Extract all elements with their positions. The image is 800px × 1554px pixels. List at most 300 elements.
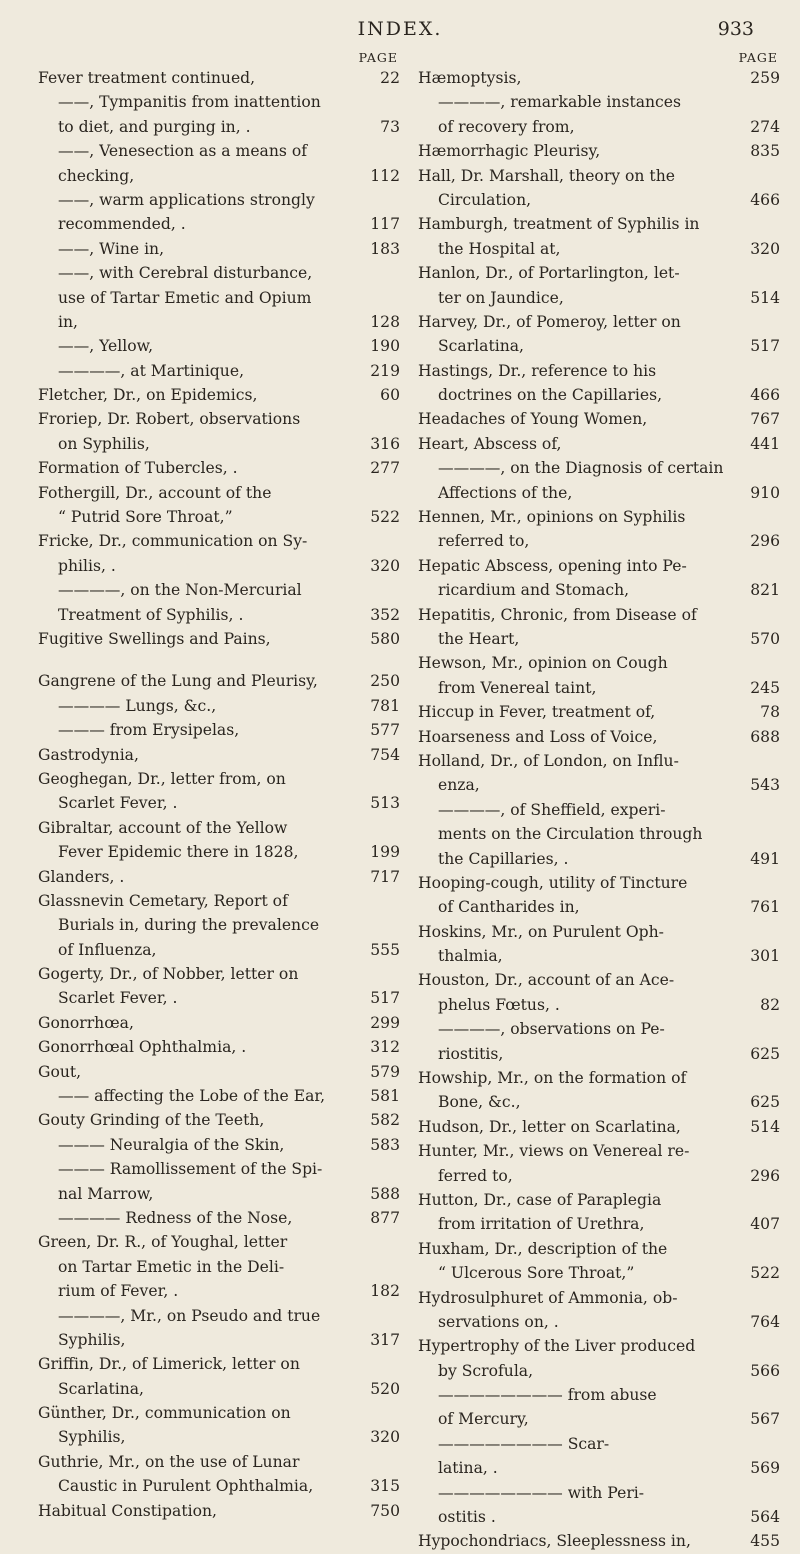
- index-entry: [38, 334, 400, 358]
- index-entry-page: 190: [370, 337, 400, 356]
- index-entry-text: Hall, Dr. Marshall, theory on the: [418, 166, 675, 185]
- index-entry-page: 245: [750, 678, 780, 697]
- index-entry-text: ments on the Circulation through: [438, 825, 703, 844]
- index-entry-text: Hennen, Mr., opinions on Syphilis: [418, 508, 686, 527]
- index-entry: [38, 840, 400, 864]
- index-entry-text: Gangrene of the Lung and Pleurisy,: [38, 672, 318, 691]
- index-entry-text: Hypochondriacs, Sleeplessness in,: [418, 1532, 691, 1551]
- index-entry: [38, 1133, 400, 1157]
- index-entry-text: ferred to,: [438, 1166, 513, 1185]
- index-entry-text: of Mercury,: [438, 1410, 529, 1429]
- index-entry-text: Heart, Abscess of,: [418, 434, 562, 453]
- index-entry-text: Bone, &c.,: [438, 1093, 521, 1112]
- index-entry: [38, 767, 400, 791]
- index-entry: [38, 1425, 400, 1449]
- index-entry-text: ——, Wine in,: [58, 239, 165, 258]
- index-entry-page: 910: [750, 483, 780, 502]
- index-entry-page: 466: [750, 386, 780, 405]
- index-entry: [38, 286, 400, 310]
- index-entry-text: Hepatitis, Chronic, from Disease of: [418, 605, 697, 624]
- index-entry-text: Griffin, Dr., of Limerick, letter on: [38, 1355, 300, 1374]
- index-entry-text: Treatment of Syphilis, .: [58, 605, 244, 624]
- index-entry: [38, 432, 400, 456]
- index-entry-page: 352: [370, 605, 400, 624]
- index-entry-text: ——, Venesection as a means of: [58, 142, 308, 161]
- index-entry-page: 296: [750, 532, 780, 551]
- index-entry: [418, 1017, 780, 1041]
- index-entry-text: Holland, Dr., of London, on Influ-: [418, 751, 679, 770]
- index-entry-text: Habitual Constipation,: [38, 1501, 217, 1520]
- index-entry: [38, 1474, 400, 1498]
- index-entry-page: 317: [370, 1330, 400, 1349]
- index-entry: [38, 1108, 400, 1132]
- index-entry-text: Circulation,: [438, 190, 532, 209]
- index-entry-page: 316: [370, 434, 400, 453]
- index-entry-page: 513: [370, 794, 400, 813]
- index-entry-text: ————, remarkable instances: [438, 93, 682, 112]
- index-entry-text: referred to,: [438, 532, 530, 551]
- index-entry-page: 514: [750, 288, 780, 307]
- index-entry-text: Houston, Dr., account of an Ace-: [418, 971, 675, 990]
- index-entry: [38, 962, 400, 986]
- index-entry: [38, 456, 400, 480]
- index-entry: [418, 1310, 780, 1334]
- index-entry: [418, 1164, 780, 1188]
- index-entry: [38, 237, 400, 261]
- index-entry-text: Hudson, Dr., letter on Scarlatina,: [418, 1117, 681, 1136]
- index-entry-text: Froriep, Dr. Robert, observations: [38, 410, 301, 429]
- index-entry-text: ostitis .: [438, 1508, 496, 1527]
- index-entry: [38, 694, 400, 718]
- index-entry-page: 577: [370, 721, 400, 740]
- index-entry-text: Hamburgh, treatment of Syphilis in: [418, 215, 700, 234]
- index-entry-page: 761: [750, 898, 780, 917]
- index-entry-text: to diet, and purging in, .: [58, 117, 251, 136]
- index-entry-text: Huxham, Dr., description of the: [418, 1239, 668, 1258]
- index-entry-text: of Cantharides in,: [438, 898, 580, 917]
- index-entry: [418, 1529, 780, 1553]
- index-entry-text: on Syphilis,: [58, 434, 150, 453]
- index-entry: [418, 700, 780, 724]
- index-entry-page: 259: [750, 69, 780, 87]
- index-entry-text: nal Marrow,: [58, 1184, 154, 1203]
- index-entry-text: Syphilis,: [58, 1330, 126, 1349]
- index-entry-text: ——— Neuralgia of the Skin,: [58, 1135, 285, 1154]
- index-entry-text: Hastings, Dr., reference to his: [418, 361, 657, 380]
- index-entry-text: enza,: [438, 776, 480, 795]
- index-entry: [38, 1352, 400, 1376]
- index-entry: [418, 1090, 780, 1114]
- index-entry-page: 277: [370, 459, 400, 478]
- index-entry: [418, 1237, 780, 1261]
- index-entry: [418, 456, 780, 480]
- index-entry-page: 625: [750, 1093, 780, 1112]
- index-entry-page: 821: [750, 581, 780, 600]
- index-entry: [38, 383, 400, 407]
- index-entry: [418, 115, 780, 139]
- index-entry: [38, 481, 400, 505]
- index-entry-text: ———— Redness of the Nose,: [58, 1208, 293, 1227]
- index-entry: [418, 529, 780, 553]
- index-entry: [38, 90, 400, 114]
- index-entry-text: Scarlatina,: [58, 1379, 145, 1398]
- index-entry: [38, 913, 400, 937]
- index-entry: [38, 669, 400, 693]
- index-entry: [418, 1139, 780, 1163]
- index-entry-text: —— affecting the Lobe of the Ear,: [58, 1087, 326, 1106]
- index-entry-page: 580: [370, 629, 400, 648]
- index-column-left: [38, 50, 400, 1523]
- index-entry-text: ricardium and Stomach,: [438, 581, 630, 600]
- index-entry: [418, 1505, 780, 1529]
- index-entry: [38, 554, 400, 578]
- index-entry-page: 625: [750, 1044, 780, 1063]
- index-entry: [38, 407, 400, 431]
- index-entry-page: 877: [370, 1208, 400, 1227]
- index-entry: [418, 1432, 780, 1456]
- index-entry: [418, 1286, 780, 1310]
- index-entry-text: recommended, .: [58, 215, 186, 234]
- index-entry-text: ———————— Scar-: [438, 1434, 610, 1453]
- index-entry: [38, 1182, 400, 1206]
- index-entry-text: Hepatic Abscess, opening into Pe-: [418, 556, 687, 575]
- index-entry-page: 312: [370, 1038, 400, 1057]
- index-entry: [418, 212, 780, 236]
- index-entry: [418, 237, 780, 261]
- index-entry: [418, 1481, 780, 1505]
- index-entry: [418, 164, 780, 188]
- index-entry-page: 117: [370, 215, 400, 234]
- index-entry-page: 78: [760, 703, 780, 722]
- index-entry: [38, 1304, 400, 1328]
- index-entry-page: 570: [750, 629, 780, 648]
- index-column-right: [418, 50, 780, 1554]
- index-entry-page: 717: [370, 867, 400, 886]
- index-entry: [418, 1066, 780, 1090]
- index-entry: [418, 603, 780, 627]
- index-entry-page: 583: [370, 1135, 400, 1154]
- index-entry: [418, 822, 780, 846]
- index-entry-text: “ Ulcerous Sore Throat,”: [438, 1264, 635, 1283]
- index-entry-page: 569: [750, 1459, 780, 1478]
- index-entry: [418, 578, 780, 602]
- index-entry-text: on Tartar Emetic in the Deli-: [58, 1257, 285, 1276]
- index-entry-page: 407: [750, 1215, 780, 1234]
- index-entry-page: 320: [370, 1428, 400, 1447]
- index-entry-text: “ Putrid Sore Throat,”: [58, 508, 233, 527]
- index-entry: [38, 1279, 400, 1303]
- index-entry-page: 555: [370, 940, 400, 959]
- index-entry-text: rium of Fever, .: [58, 1282, 179, 1301]
- index-entry-text: ter on Jaundice,: [438, 288, 564, 307]
- index-entry: [38, 115, 400, 139]
- index-entry-text: of Influenza,: [58, 940, 157, 959]
- index-entry-text: Hæmorrhagic Pleurisy,: [418, 142, 601, 161]
- index-entry: [38, 1255, 400, 1279]
- index-entry-text: Fletcher, Dr., on Epidemics,: [38, 386, 258, 405]
- index-entry: [418, 676, 780, 700]
- index-entry-text: Formation of Tubercles, .: [38, 459, 238, 478]
- index-entry-text: Scarlet Fever, .: [58, 794, 178, 813]
- index-entry-page: 781: [370, 696, 400, 715]
- index-entry: [418, 1115, 780, 1139]
- index-entry-text: Gastrodynia,: [38, 745, 139, 764]
- index-entry-page: 579: [370, 1062, 400, 1081]
- index-entry-page: 82: [760, 995, 780, 1014]
- index-entry-text: ————, on the Non-Mercurial: [58, 581, 302, 600]
- index-entry-page: 299: [370, 1013, 400, 1032]
- index-entry-text: Fugitive Swellings and Pains,: [38, 629, 271, 648]
- index-entry: [418, 432, 780, 456]
- index-entry: [38, 816, 400, 840]
- index-entry-text: ——— from Erysipelas,: [58, 721, 240, 740]
- index-entry: [418, 1334, 780, 1358]
- index-entry-text: Scarlet Fever, .: [58, 989, 178, 1008]
- index-entry-text: by Scrofula,: [438, 1361, 534, 1380]
- index-entry-page: 491: [750, 849, 780, 868]
- index-entry: [418, 554, 780, 578]
- index-entry-page: 320: [750, 239, 780, 258]
- index-entry-text: philis, .: [58, 556, 116, 575]
- index-entry: [418, 1383, 780, 1407]
- index-entry-text: ———————— with Peri-: [438, 1483, 645, 1502]
- index-entry-text: Hutton, Dr., case of Paraplegia: [418, 1190, 662, 1209]
- index-entry-page: 274: [750, 117, 780, 136]
- index-entry-page: 543: [750, 776, 780, 795]
- index-entry-text: use of Tartar Emetic and Opium: [58, 288, 312, 307]
- index-entry-page: 128: [370, 312, 400, 331]
- index-entry-text: Fricke, Dr., communication on Sy-: [38, 532, 308, 551]
- index-entry-text: the Capillaries, .: [438, 849, 569, 868]
- page-title: INDEX.: [357, 18, 443, 40]
- index-entry: [418, 310, 780, 334]
- index-entry-page: 588: [370, 1184, 400, 1203]
- index-entry: [418, 968, 780, 992]
- index-entry: [418, 407, 780, 431]
- index-entry: [38, 1084, 400, 1108]
- index-entry-text: Gogerty, Dr., of Nobber, letter on: [38, 965, 299, 984]
- index-entry-text: Hæmoptysis,: [418, 69, 522, 87]
- index-entry-text: Caustic in Purulent Ophthalmia,: [58, 1477, 314, 1496]
- index-entry-text: Günther, Dr., communication on: [38, 1404, 291, 1423]
- index-entry: [418, 1456, 780, 1480]
- index-entry-text: ————, at Martinique,: [58, 361, 245, 380]
- index-entry-page: 514: [750, 1117, 780, 1136]
- index-entry: [418, 286, 780, 310]
- index-entry-text: checking,: [58, 166, 135, 185]
- index-entry: [38, 139, 400, 163]
- index-entry: [38, 529, 400, 553]
- index-entry-text: phelus Fœtus, .: [438, 995, 560, 1014]
- index-entry-text: from Venereal taint,: [438, 678, 597, 697]
- index-entry: [38, 938, 400, 962]
- index-entry-page: 199: [370, 843, 400, 862]
- index-entry: [38, 718, 400, 742]
- index-entry-page: 219: [370, 361, 400, 380]
- index-entry: [38, 1206, 400, 1230]
- index-entry-text: Hunter, Mr., views on Venereal re-: [418, 1142, 690, 1161]
- index-entry-text: doctrines on the Capillaries,: [438, 386, 663, 405]
- index-entry-page: 112: [370, 166, 400, 185]
- index-entry: [418, 261, 780, 285]
- index-entry-page: 182: [370, 1282, 400, 1301]
- index-entry-text: Fever Epidemic there in 1828,: [58, 843, 299, 862]
- index-entry-page: 754: [370, 745, 400, 764]
- index-entry-text: ————, of Sheffield, experi-: [438, 800, 666, 819]
- index-entry: [38, 791, 400, 815]
- index-entry-page: 183: [370, 239, 400, 258]
- index-entry-page: 688: [750, 727, 780, 746]
- index-entry-text: Hoskins, Mr., on Purulent Oph-: [418, 922, 664, 941]
- index-entry-page: 567: [750, 1410, 780, 1429]
- index-entry-text: in,: [58, 312, 78, 331]
- index-entry-text: Gonorrhœa,: [38, 1013, 134, 1032]
- index-entry-text: ——, Yellow,: [58, 337, 154, 356]
- index-entry-page: 517: [750, 337, 780, 356]
- index-entry-text: thalmia,: [438, 947, 503, 966]
- index-entry: [418, 383, 780, 407]
- index-entry-page: 767: [750, 410, 780, 429]
- index-entry: [38, 188, 400, 212]
- index-entry: [38, 1401, 400, 1425]
- index-entry-text: servations on, .: [438, 1312, 559, 1331]
- index-entry: [38, 1328, 400, 1352]
- index-entry-text: the Heart,: [438, 629, 520, 648]
- index-entry: [418, 749, 780, 773]
- index-entry: [38, 627, 400, 651]
- index-entry-page: 582: [370, 1111, 400, 1130]
- index-entry-text: Affections of the,: [438, 483, 573, 502]
- index-entry: [418, 895, 780, 919]
- index-entry: [38, 164, 400, 188]
- index-entry: [418, 725, 780, 749]
- index-entry: [38, 743, 400, 767]
- index-entry-page: 520: [370, 1379, 400, 1398]
- index-entry-text: Syphilis,: [58, 1428, 126, 1447]
- index-entry-text: ——, Tympanitis from inattention: [58, 93, 321, 112]
- index-entry: [418, 139, 780, 163]
- index-entry-text: Harvey, Dr., of Pomeroy, letter on: [418, 312, 681, 331]
- index-entry: [38, 1011, 400, 1035]
- index-entry-page: 522: [750, 1264, 780, 1283]
- index-entry: [38, 986, 400, 1010]
- index-entry-text: ——— Ramollissement of the Spi-: [58, 1160, 323, 1179]
- index-entry-text: Glassnevin Cemetary, Report of: [38, 891, 288, 910]
- index-entry-text: Hiccup in Fever, treatment of,: [418, 703, 656, 722]
- index-entry: [38, 1377, 400, 1401]
- index-entry: [38, 889, 400, 913]
- index-entry-text: Fever treatment continued,: [38, 69, 256, 87]
- index-entry-page: 522: [370, 508, 400, 527]
- index-entry-page: 441: [750, 434, 780, 453]
- index-entry: [418, 1407, 780, 1431]
- index-entry-text: Howship, Mr., on the formation of: [418, 1069, 687, 1088]
- index-entry-text: Glanders, .: [38, 867, 125, 886]
- index-entry: [38, 1499, 400, 1523]
- index-entry-text: of recovery from,: [438, 117, 575, 136]
- index-entry: [418, 90, 780, 114]
- index-entry: [418, 944, 780, 968]
- index-entry: [418, 188, 780, 212]
- index-entry-text: Hanlon, Dr., of Portarlington, let-: [418, 264, 680, 283]
- index-entry: [38, 1060, 400, 1084]
- index-entry: [418, 773, 780, 797]
- index-entry-text: Hoarseness and Loss of Voice,: [418, 727, 658, 746]
- index-entry: [418, 66, 780, 90]
- index-entry: [38, 603, 400, 627]
- index-entry-page: 455: [750, 1532, 780, 1551]
- index-entry-text: Geoghegan, Dr., letter from, on: [38, 769, 286, 788]
- index-entry-page: 22: [380, 69, 400, 87]
- index-entry: [418, 798, 780, 822]
- index-entry: [38, 310, 400, 334]
- index-entry-page: 301: [750, 947, 780, 966]
- index-entry-page: 835: [750, 142, 780, 161]
- index-entry-text: from irritation of Urethra,: [438, 1215, 645, 1234]
- index-entry: [38, 261, 400, 285]
- index-entry: [418, 334, 780, 358]
- index-entry: [418, 627, 780, 651]
- index-entry-text: ————, Mr., on Pseudo and true: [58, 1306, 321, 1325]
- index-entry-text: riostitis,: [438, 1044, 504, 1063]
- index-entry-text: ———— Lungs, &c.,: [58, 696, 217, 715]
- index-entry-text: Guthrie, Mr., on the use of Lunar: [38, 1452, 300, 1471]
- index-entry-text: Gouty Grinding of the Teeth,: [38, 1111, 265, 1130]
- index-entry-text: Gout,: [38, 1062, 82, 1081]
- index-entry-page: 320: [370, 556, 400, 575]
- index-entry: [38, 66, 400, 90]
- index-entry: [38, 1035, 400, 1059]
- index-entry: [418, 993, 780, 1017]
- index-entry: [418, 920, 780, 944]
- index-entry: [418, 505, 780, 529]
- index-entry-text: ——, warm applications strongly: [58, 190, 315, 209]
- index-entry-text: Fothergill, Dr., account of the: [38, 483, 272, 502]
- index-entry: [418, 359, 780, 383]
- index-entry-page: 750: [370, 1501, 400, 1520]
- index-entry-page: 296: [750, 1166, 780, 1185]
- index-entry-text: the Hospital at,: [438, 239, 561, 258]
- index-entry: [418, 871, 780, 895]
- index-entry-text: Hewson, Mr., opinion on Cough: [418, 654, 668, 673]
- index-entry: [38, 1450, 400, 1474]
- index-entry-text: Hypertrophy of the Liver produced: [418, 1337, 696, 1356]
- index-entry-page: 466: [750, 190, 780, 209]
- index-entry-text: Headaches of Young Women,: [418, 410, 648, 429]
- index-entry: [418, 1188, 780, 1212]
- index-entry: [418, 1042, 780, 1066]
- page-number: 933: [717, 18, 754, 40]
- index-entry-text: Burials in, during the prevalence: [58, 916, 320, 935]
- index-entry-text: Gonorrhœal Ophthalmia, .: [38, 1038, 247, 1057]
- index-entry-page: 581: [370, 1087, 400, 1106]
- index-entry: [418, 1212, 780, 1236]
- index-entry-page: 566: [750, 1361, 780, 1380]
- index-entry: [418, 1261, 780, 1285]
- index-entry: [418, 847, 780, 871]
- index-entry: [38, 578, 400, 602]
- index-entry-page: 250: [370, 672, 400, 691]
- index-entry-page: 564: [750, 1508, 780, 1527]
- index-entry-page: 517: [370, 989, 400, 1008]
- index-entry-text: Gibraltar, account of the Yellow: [38, 818, 288, 837]
- index-entry-page: 315: [370, 1477, 400, 1496]
- index-entry: [38, 1157, 400, 1181]
- index-entry: [38, 212, 400, 236]
- index-entry-text: ————, on the Diagnosis of certain: [438, 459, 724, 478]
- index-entry-text: ————, observations on Pe-: [438, 1020, 665, 1039]
- index-entry: [38, 359, 400, 383]
